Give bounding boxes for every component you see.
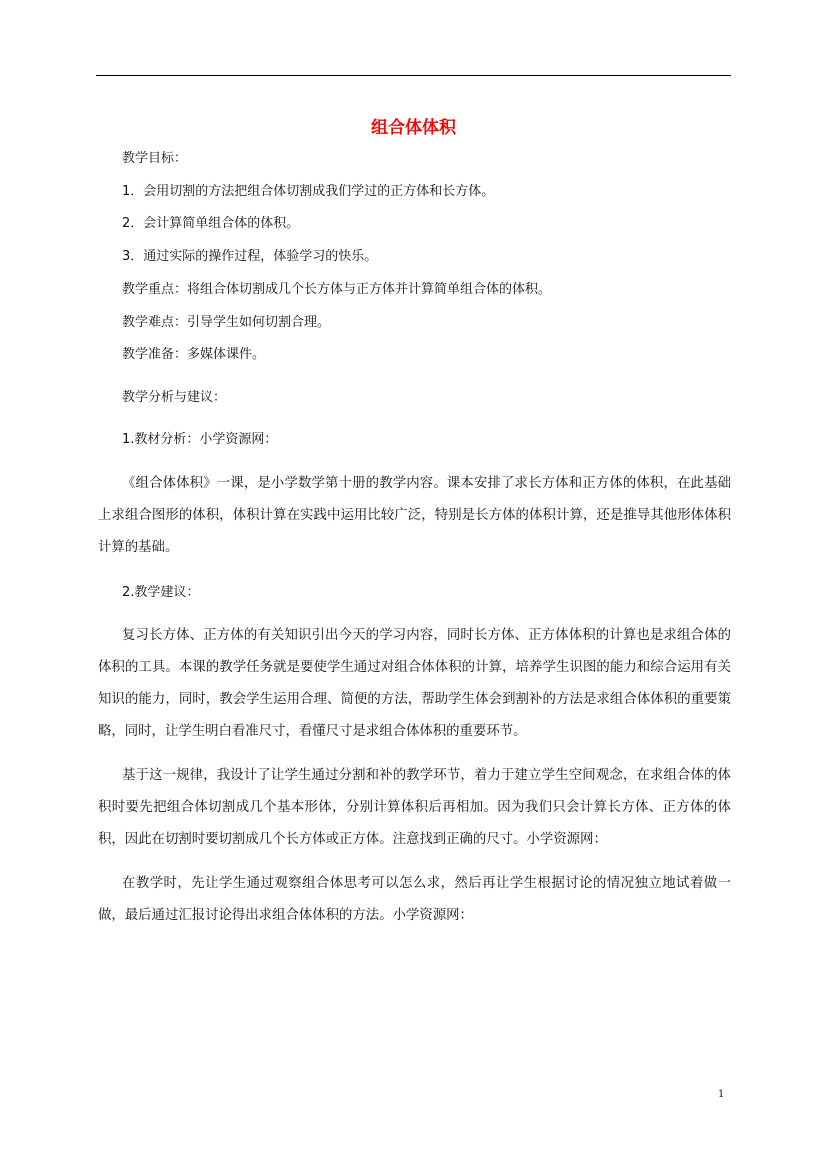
difficulty: 教学难点：引导学生如何切割合理。 [122, 315, 331, 330]
analysis-subheading-1: 1.教材分析：小学资源网： [122, 432, 278, 447]
analysis-heading: 教学分析与建议： [122, 390, 227, 405]
objective-item-1: 1．会用切割的方法把组合体切割成我们学过的正方体和长方体。 [122, 184, 495, 199]
preparation: 教学准备：多媒体课件。 [122, 347, 266, 362]
page-number: 1 [718, 1089, 725, 1100]
key-point: 教学重点：将组合体切割成几个长方体与正方体并计算简单组合体的体积。 [122, 282, 552, 297]
suggestion-paragraph-2: 基于这一规律，我设计了让学生通过分割和补的教学环节，着力于建立学生空间观念，在求组合体的体积时要先把组合体切割成几个基本形体，分别计算体积后再相加。因为我们只会计算长方体、正方体的体积，因此在切割时要切割成几个长方体或正方体。注意找到正确的尺寸。小学资源网： [98, 768, 731, 847]
objectives-heading: 教学目标： [122, 151, 188, 166]
header-rule [96, 75, 731, 76]
analysis-subheading-2: 2.教学建议： [122, 585, 200, 600]
suggestion-paragraph-1: 复习长方体、正方体的有关知识引出今天的学习内容，同时长方体、正方体体积的计算也是求组合体的体积的工具。本课的教学任务就是要使学生通过对组合体体积的计算，培养学生识图的能力和综合运用有关知识的能力，同时，教会学生运用合理、简便的方法，帮助学生体会到割补的方法是求组合体体积的重要策略，同时，让学生明白看准尺寸，看懂尺寸是求组合体体积的重要环节。 [98, 628, 731, 739]
suggestion-paragraph-3: 在教学时，先让学生通过观察组合体思考可以怎么求，然后再让学生根据讨论的情况独立地试着做一做，最后通过汇报讨论得出求组合体体积的方法。小学资源网： [98, 876, 731, 923]
objective-item-2: 2．会计算简单组合体的体积。 [122, 216, 300, 231]
analysis-paragraph: 《组合体体积》一课，是小学数学第十册的教学内容。课本安排了求长方体和正方体的体积，在此基础上求组合图形的体积，体积计算在实践中运用比较广泛，特别是长方体的体积计算，还是推导其他形体体积计算的基础。 [98, 476, 731, 555]
objective-item-3: 3．通过实际的操作过程，体验学习的快乐。 [122, 249, 378, 264]
document-title: 组合体体积 [371, 118, 456, 138]
